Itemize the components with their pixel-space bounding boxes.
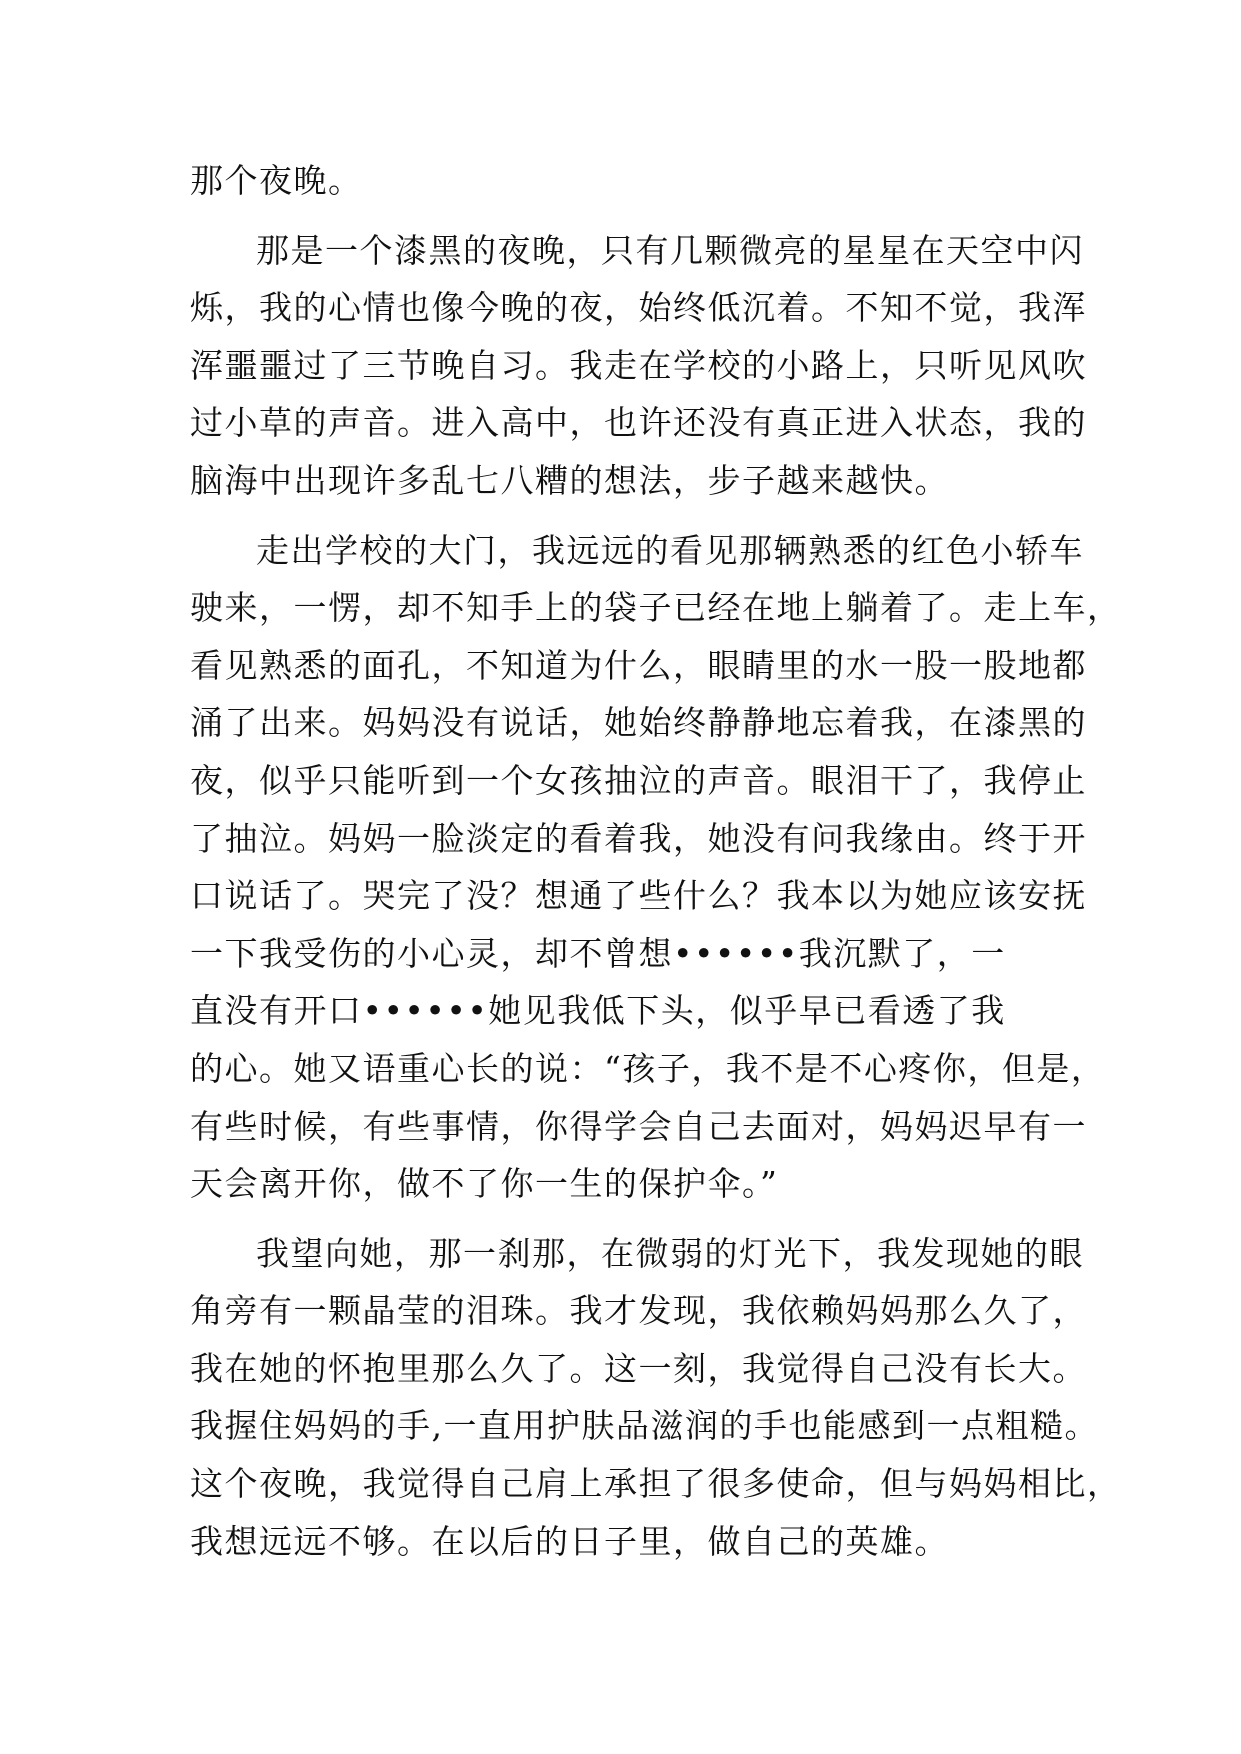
text-line: 口说话了。哭完了没？想通了些什么？我本以为她应该安抚 xyxy=(190,876,1087,916)
paragraph xyxy=(190,522,1122,1213)
text-line: 脑海中出现许多乱七八糟的想法，步子越来越快。 xyxy=(190,460,949,500)
paragraph-gap xyxy=(190,210,1070,222)
text-line: 涌了出来。妈妈没有说话，她始终静静地忘着我，在漆黑的 xyxy=(190,703,1087,743)
text-line: 走出学校的大门，我远远的看见那辆熟悉的红色小轿车 xyxy=(256,530,1084,570)
text-line: 驶来，一愣，却不知手上的袋子已经在地上躺着了。走上车， xyxy=(190,588,1122,628)
text-line: 浑噩噩过了三节晚自习。我走在学校的小路上，只听见风吹 xyxy=(190,345,1087,385)
text-line: 有些时候，有些事情，你得学会自己去面对，妈妈迟早有一 xyxy=(190,1106,1087,1146)
text-line: 天会离开你，做不了你一生的保护伞。” xyxy=(190,1164,779,1204)
text-line: 那是一个漆黑的夜晚，只有几颗微亮的星星在天空中闪 xyxy=(256,230,1084,270)
text-line: 了抽泣。妈妈一脸淡定的看着我，她没有问我缘由。终于开 xyxy=(190,818,1087,858)
text-line: 过小草的声音。进入高中，也许还没有真正进入状态，我的 xyxy=(190,403,1087,443)
text-line: 我握住妈妈的手,一直用护肤品滋润的手也能感到一点粗糙。 xyxy=(190,1406,1099,1446)
text-line: 一下我受伤的小心灵，却不曾想••••••我沉默了，一 xyxy=(190,933,1006,973)
paragraph xyxy=(190,1225,1122,1571)
text-line: 这个夜晚，我觉得自己肩上承担了很多使命，但与妈妈相比， xyxy=(190,1464,1122,1504)
paragraph xyxy=(190,152,1070,210)
text-line: 烁，我的心情也像今晚的夜，始终低沉着。不知不觉，我浑 xyxy=(190,288,1087,328)
text-line: 看见熟悉的面孔，不知道为什么，眼睛里的水一股一股地都 xyxy=(190,645,1087,685)
text-line: 夜，似乎只能听到一个女孩抽泣的声音。眼泪干了，我停止 xyxy=(190,760,1087,800)
text-line: 我在她的怀抱里那么久了。这一刻，我觉得自己没有长大。 xyxy=(190,1348,1087,1388)
text-line: 角旁有一颗晶莹的泪珠。我才发现，我依赖妈妈那么久了， xyxy=(190,1291,1087,1331)
text-line: 的心。她又语重心长的说：“孩子，我不是不心疼你，但是， xyxy=(190,1048,1106,1088)
paragraph-gap xyxy=(190,510,1070,522)
text-line: 直没有开口••••••她见我低下头，似乎早已看透了我 xyxy=(190,991,1006,1031)
text-line: 我望向她，那一刹那，在微弱的灯光下，我发现她的眼 xyxy=(256,1233,1084,1273)
paragraph xyxy=(190,222,1087,510)
paragraph-gap xyxy=(190,1213,1070,1225)
text-line: 我想远远不够。在以后的日子里，做自己的英雄。 xyxy=(190,1521,949,1561)
text-line: 那个夜晚。 xyxy=(190,161,363,200)
essay-body xyxy=(190,152,1122,1570)
